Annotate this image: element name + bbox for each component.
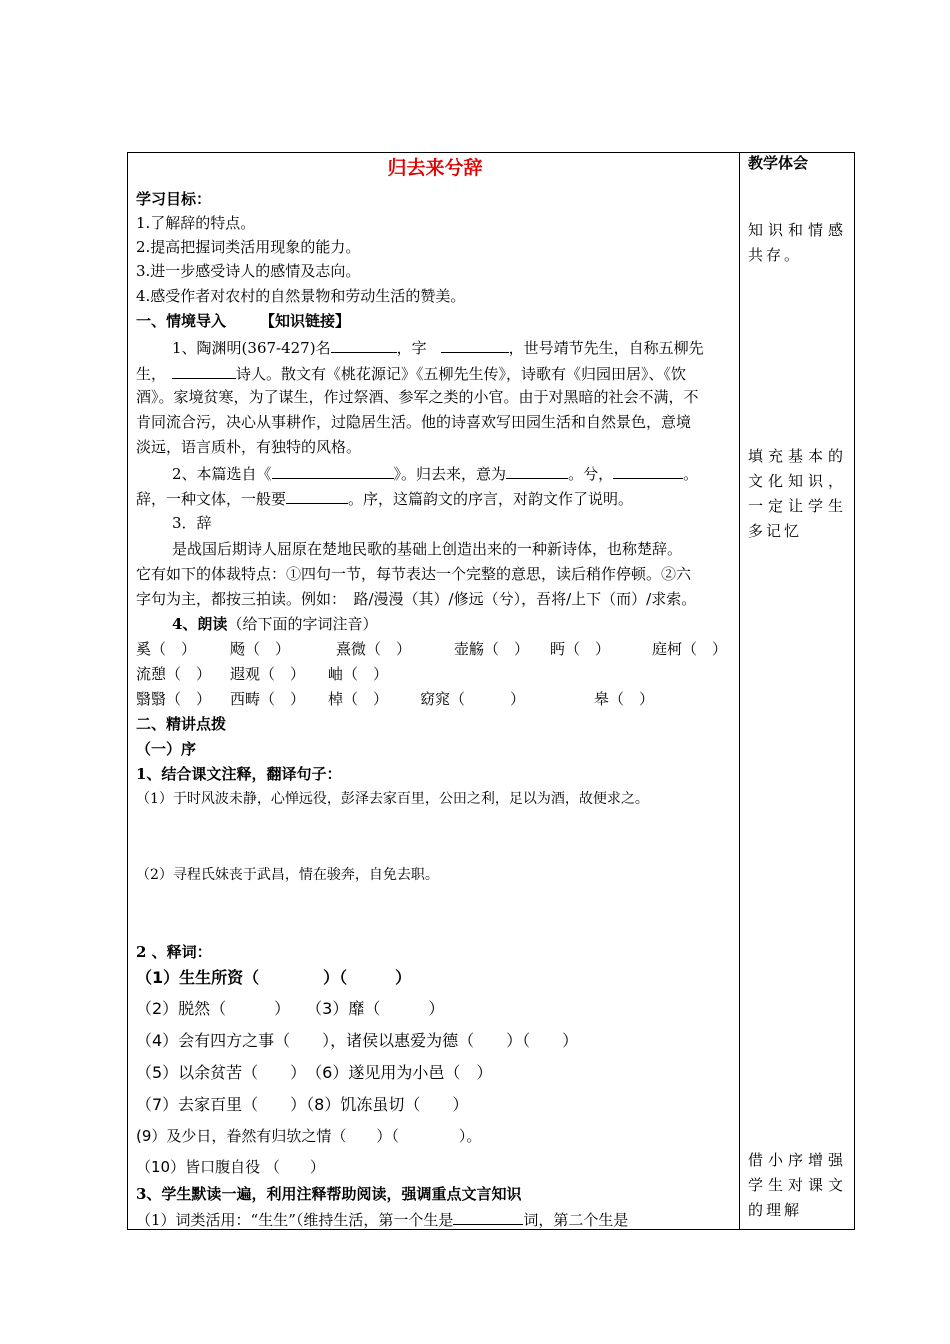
intro-p2-line2: [136, 487, 633, 510]
pinyin-item[interactable]: 飏（ ）: [230, 640, 291, 658]
text: 2、本篇选自《: [172, 465, 272, 483]
intro-p1-line2: [136, 362, 686, 385]
pinyin-item[interactable]: 眄（ ）: [550, 640, 611, 658]
page-title: 归去来兮辞: [387, 157, 483, 179]
pinyin-item[interactable]: 翳翳（ ）: [136, 690, 212, 708]
text: 4、朗读: [172, 615, 228, 633]
intro-p1-line1: [172, 336, 704, 359]
text: 。: [683, 465, 699, 483]
word-item: (9）及少日，眷然有归欤之情（ ）（ ）。: [136, 1127, 482, 1145]
pinyin-item[interactable]: 奚（ ）: [136, 640, 197, 658]
word-item: （2）脱然（ ） （3）靡（ ）: [136, 999, 445, 1018]
intro-p1-line5: 淡远，语言质朴，有独特的风格。: [136, 438, 362, 456]
section2-sub: （一）序: [136, 740, 197, 758]
intro-p3-line2: 它有如下的体裁特点：①四句一节，每节表达一个完整的意思，读后稍作停顿。②六: [136, 565, 692, 583]
word-class-line: [136, 1208, 628, 1230]
word-item: （7）去家百里（ ）（8）饥冻虽切（ ）: [136, 1095, 469, 1114]
pinyin-item[interactable]: 皋（ ）: [594, 690, 655, 708]
fill-blank[interactable]: [506, 462, 568, 479]
fill-blank[interactable]: [441, 336, 509, 353]
reading-instruction: 3、学生默读一遍，利用注释帮助阅读，强调重点文言知识: [136, 1185, 522, 1203]
side-header: 教学体会: [748, 154, 809, 172]
fill-blank[interactable]: [613, 462, 683, 479]
fill-blank[interactable]: [172, 362, 236, 379]
goals-heading: 学习目标：: [136, 190, 212, 208]
word-item: （5）以余贫苦（ ） （6）遂见用为小邑（ ）: [136, 1063, 493, 1082]
text: （1）词类活用：“生生”（维持生活，第一个生是: [136, 1211, 454, 1229]
text: （给下面的字词注音）: [227, 615, 378, 633]
intro-p2-line1: [172, 462, 698, 485]
translate-heading: 1、结合课文注释，翻译句子：: [136, 765, 342, 783]
pinyin-item[interactable]: 岫（ ）: [328, 665, 389, 683]
text: 生，: [136, 365, 167, 383]
pinyin-item[interactable]: 棹（ ）: [328, 690, 389, 708]
pinyin-item[interactable]: 熹微（ ）: [336, 640, 412, 658]
word-item: （10）皆口腹自役 （ ）: [136, 1158, 325, 1176]
main-column: [136, 152, 734, 1230]
word-item: （4）会有四方之事（ ），诸侯以惠爱为德（ ）（ ）: [136, 1031, 579, 1050]
goal-item: 2.提高把握词类活用现象的能力。: [136, 238, 361, 256]
text: 1、陶渊明(367-427)名: [172, 339, 331, 357]
text: ，字: [396, 339, 427, 357]
section1-title: 一、情境导入: [136, 312, 227, 330]
text: 诗人。散文有《桃花源记》《五柳先生传》，诗歌有《归园田居》、《饮: [236, 365, 687, 383]
reading-heading: [172, 613, 377, 635]
pinyin-item[interactable]: 壶觞（ ）: [454, 640, 530, 658]
section1-heading: [136, 310, 350, 332]
words-heading: 2 、释词：: [136, 943, 212, 961]
goal-item: 3.进一步感受诗人的感情及志向。: [136, 262, 361, 280]
side-note-1: 知识和情感共存。: [748, 221, 846, 264]
pinyin-item[interactable]: 西畴（ ）: [230, 690, 306, 708]
pinyin-item[interactable]: 遐观（ ）: [230, 665, 306, 683]
intro-p3-line3: 字句为主，都按三拍读。例如： 路/漫漫（其）/修远（兮），吾将/上下（而）/求索。: [136, 590, 697, 608]
pinyin-item[interactable]: 流憩（ ）: [136, 665, 212, 683]
fill-blank[interactable]: [272, 462, 394, 479]
section2-heading: 二、精讲点拨: [136, 715, 227, 733]
column-divider: [739, 152, 740, 1230]
fill-blank[interactable]: [286, 487, 348, 504]
text: 。序，这篇韵文的序言，对韵文作了说明。: [348, 490, 634, 508]
text: 》。归去来，意为: [393, 465, 507, 483]
text: 词，第二个生是: [523, 1211, 629, 1229]
sentence-1: （1）于时风波未静，心惮远役，彭泽去家百里，公田之利，足以为酒，故便求之。: [136, 791, 649, 807]
text: 。兮，: [568, 465, 614, 483]
intro-p1-line4: 肯同流合污，决心从事耕作，过隐居生活。他的诗喜欢写田园生活和自然景色，意境: [136, 413, 692, 431]
goal-item: 4.感受作者对农村的自然景物和劳动生活的赞美。: [136, 287, 466, 305]
fill-blank[interactable]: [331, 336, 397, 353]
pinyin-item[interactable]: 窈窕（ ）: [420, 690, 526, 708]
intro-p1-line3: 酒》。家境贫寒，为了谋生，作过祭酒、参军之类的小官。由于对黑暗的社会不满，不: [136, 388, 699, 406]
intro-p3-heading: 3．辞: [172, 514, 212, 532]
sentence-2: （2）寻程氏妹丧于武昌，情在骏奔，自免去职。: [136, 867, 439, 883]
side-note-3: 借小序增强学生对课文的理解: [748, 1151, 846, 1219]
side-note-2: 填充基本的文化知识，一定让学生多记忆: [748, 447, 846, 540]
fill-blank[interactable]: [453, 1208, 523, 1225]
text: 辞，一种文体，一般要: [136, 490, 287, 508]
word-item: （1）生生所资（ ）（ ）: [136, 968, 412, 987]
pinyin-item[interactable]: 庭柯（ ）: [652, 640, 728, 658]
knowledge-link: 【知识链接】: [260, 312, 351, 330]
goal-item: 1.了解辞的特点。: [136, 214, 256, 232]
intro-p3-line1: 是战国后期诗人屈原在楚地民歌的基础上创造出来的一种新诗体，也称楚辞。: [172, 540, 683, 558]
text: ，世号靖节先生，自称五柳先: [508, 339, 704, 357]
